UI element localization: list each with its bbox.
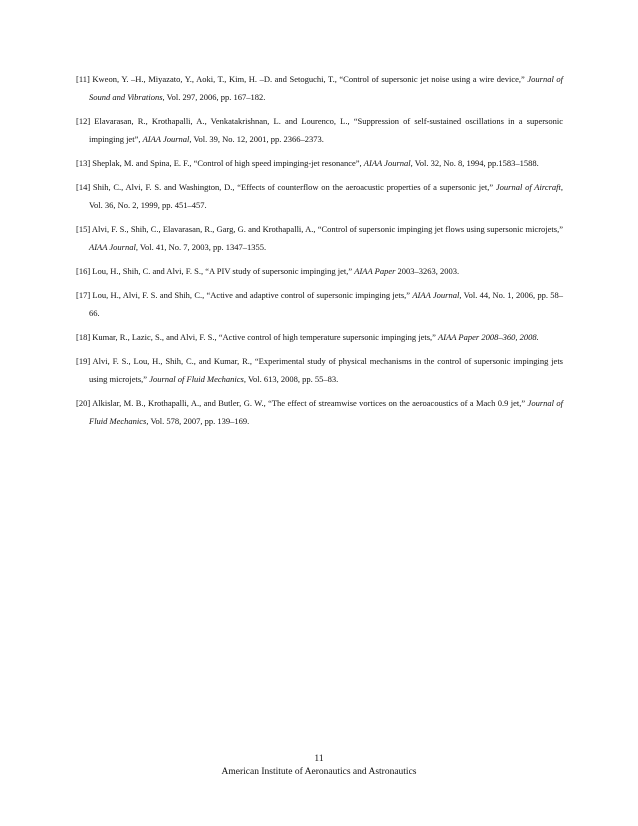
- reference-journal: AIAA Journal: [363, 158, 411, 168]
- reference-item: [76, 352, 563, 388]
- reference-details: , Vol. 297, 2006, pp. 167–182.: [162, 92, 266, 102]
- reference-text: [17] Lou, H., Alvi, F. S. and Shih, C., “Active and adaptive control of supersonic impinging jets,”: [76, 290, 413, 300]
- reference-item: [76, 178, 563, 214]
- reference-item: [76, 220, 563, 256]
- reference-journal: AIAA Paper 2008–360, 2008.: [438, 332, 539, 342]
- reference-journal: Journal of Sound and Vibrations: [89, 74, 563, 102]
- reference-journal: Journal of Aircraft: [495, 182, 561, 192]
- reference-text: [12] Elavarasan, R., Krothapalli, A., Venkatakrishnan, L. and Lourenco, L., “Suppression of self-sustained oscillations in a supersonic impinging jet”,: [76, 116, 563, 144]
- reference-details: , Vol. 41, No. 7, 2003, pp. 1347–1355.: [135, 242, 267, 252]
- reference-details: , Vol. 578, 2007, pp. 139–169.: [146, 416, 250, 426]
- reference-text: [18] Kumar, R., Lazic, S., and Alvi, F. S., “Active control of high temperature supersonic impinging jets,”: [76, 332, 439, 342]
- reference-journal: AIAA Paper: [354, 266, 396, 276]
- reference-journal: AIAA Journal: [412, 290, 460, 300]
- reference-journal: Journal of Fluid Mechanics: [89, 398, 563, 426]
- reference-journal: Journal of Fluid Mechanics: [149, 374, 244, 384]
- reference-details: 2003–3263, 2003.: [395, 266, 460, 276]
- reference-details: , Vol. 39, No. 12, 2001, pp. 2366–2373.: [189, 134, 324, 144]
- reference-item: [76, 262, 563, 280]
- reference-details: , Vol. 36, No. 2, 1999, pp. 451–457.: [89, 182, 564, 210]
- reference-item: [76, 154, 563, 172]
- reference-details: , Vol. 32, No. 8, 1994, pp.1583–1588.: [410, 158, 539, 168]
- reference-text: [14] Shih, C., Alvi, F. S. and Washington, D., “Effects of counterflow on the aeroacustic properties of a supersonic jet,”: [76, 182, 496, 192]
- reference-journal: AIAA Journal: [142, 134, 190, 144]
- footer-institution: American Institute of Aeronautics and Astronautics: [221, 767, 417, 777]
- reference-list: [76, 70, 563, 436]
- reference-text: [13] Sheplak, M. and Spina, E. F., “Control of high speed impinging-jet resonance”,: [76, 158, 364, 168]
- reference-journal: AIAA Journal: [89, 242, 136, 252]
- reference-item: [76, 394, 563, 430]
- reference-item: [76, 286, 563, 322]
- reference-text: [11] Kweon, Y. –H., Miyazato, Y., Aoki, T., Kim, H. –D. and Setoguchi, T., “Control of supersonic jet noise using a wire device,”: [76, 74, 528, 84]
- reference-text: [19] Alvi, F. S., Lou, H., Shih, C., and Kumar, R., “Experimental study of physical mechanisms in the control of supersonic impinging jets using microjets,”: [76, 356, 563, 384]
- page-number: 11: [314, 754, 324, 764]
- reference-text: [15] Alvi, F. S., Shih, C., Elavarasan, R., Garg, G. and Krothapalli, A., “Control of supersonic impinging jet flows using supersonic microjets,”: [76, 224, 563, 234]
- reference-item: [76, 328, 563, 346]
- reference-details: , Vol. 613, 2008, pp. 55–83.: [243, 374, 339, 384]
- reference-text: [20] Alkislar, M. B., Krothapalli, A., and Butler, G. W., “The effect of streamwise vortices on the aeroacoustics of a Mach 0.9 jet,”: [76, 398, 528, 408]
- reference-item: [76, 112, 563, 148]
- reference-item: [76, 70, 563, 106]
- reference-text: [16] Lou, H., Shih, C. and Alvi, F. S., “A PIV study of supersonic impinging jet,”: [76, 266, 355, 276]
- reference-details: , Vol. 44, No. 1, 2006, pp. 58–66.: [89, 290, 563, 318]
